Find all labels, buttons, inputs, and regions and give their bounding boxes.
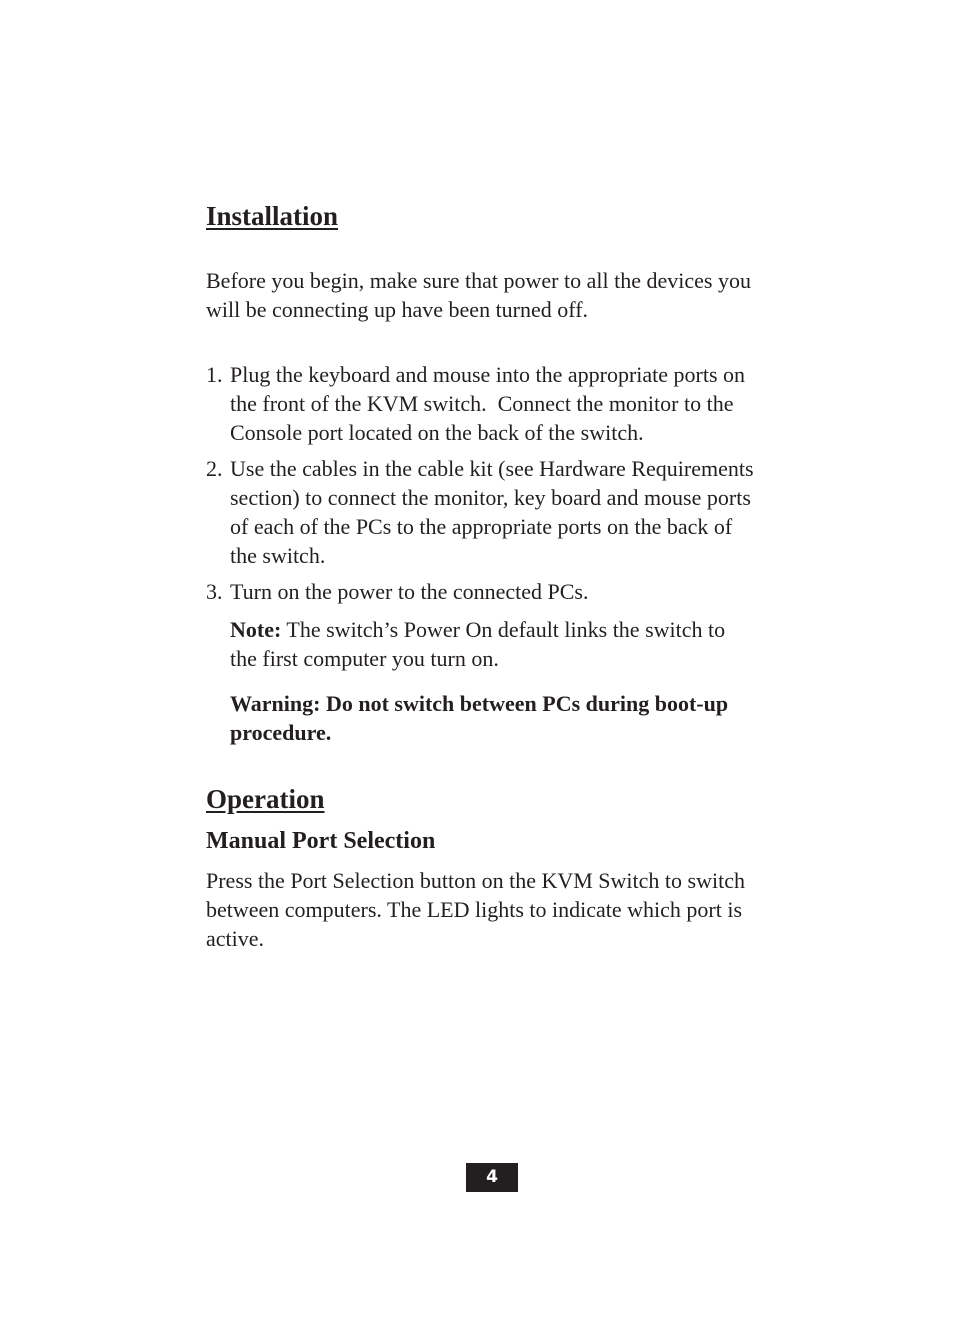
note-paragraph bbox=[230, 615, 754, 673]
step-text: Use the cables in the cable kit (see Hardware Requirements section) to connect the monitor, key board and mouse ports of each of the PCs to the appropriate ports on the back of the switch. bbox=[230, 456, 754, 569]
step-text: Plug the keyboard and mouse into the appropriate ports on the front of the KVM switch. Connect the monitor to the Console port located on the back of the switch. bbox=[230, 362, 746, 446]
step-number: 2. bbox=[206, 456, 223, 482]
operation-text: Press the Port Selection button on the KVM Switch to switch between computers. The LED lights to indicate which port is active. bbox=[206, 867, 745, 951]
manual-port-selection-heading: Manual Port Selection bbox=[206, 827, 436, 854]
page-content bbox=[206, 200, 754, 953]
note-text: The switch’s Power On default links the switch to the first computer you turn on. bbox=[230, 617, 726, 672]
installation-steps bbox=[206, 360, 754, 606]
warning-paragraph: Warning: Do not switch between PCs during boot-up procedure. bbox=[230, 691, 729, 746]
installation-intro: Before you begin, make sure that power to all the devices you will be connecting up have been turned off. bbox=[206, 268, 751, 323]
operation-heading: Operation bbox=[206, 784, 325, 815]
list-item bbox=[206, 454, 754, 570]
installation-heading: Installation bbox=[206, 201, 339, 231]
page-number-badge: 4 bbox=[466, 1163, 518, 1192]
step-text: Turn on the power to the connected PCs. bbox=[230, 579, 589, 605]
list-item bbox=[206, 577, 754, 606]
step-number: 1. bbox=[206, 362, 223, 388]
list-item bbox=[206, 360, 754, 447]
step-number: 3. bbox=[206, 579, 223, 605]
note-label: Note: bbox=[230, 617, 282, 643]
